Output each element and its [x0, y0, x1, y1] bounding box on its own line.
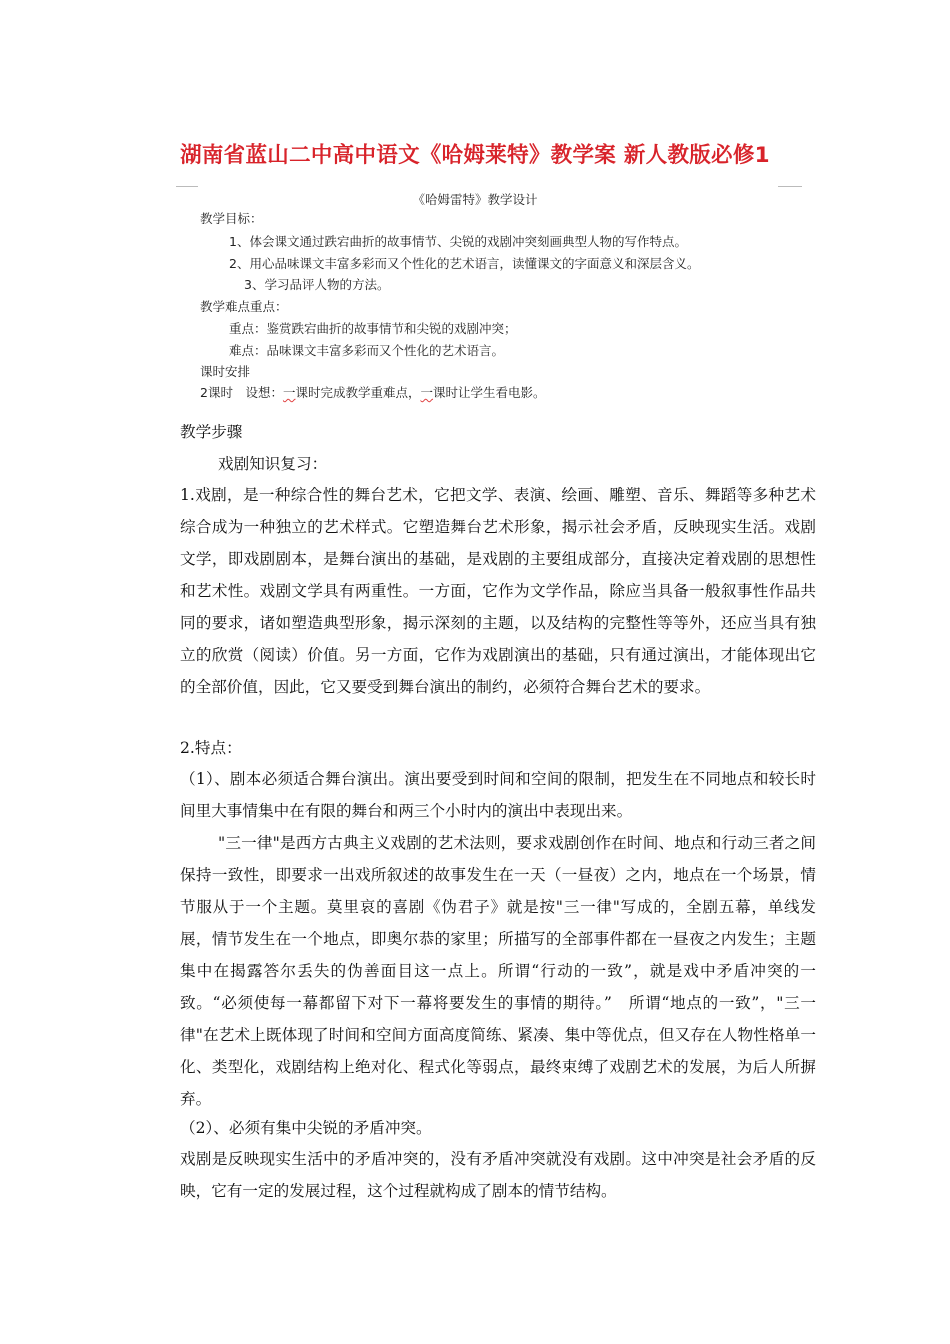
- difficult-point: 难点：品味课文丰富多彩而又个性化的艺术语言。: [229, 343, 505, 358]
- paragraph-three-unities: [180, 827, 816, 1115]
- conflict-text: 戏剧是反映现实生活中的矛盾冲突的，没有矛盾冲突就没有戏剧。这中冲突是社会矛盾的反映，它有一定的发展过程，这个过程就构成了剧本的情节结构。: [180, 1150, 816, 1200]
- design-title: 《哈姆雷特》教学设计: [412, 192, 538, 207]
- three-unities-text: "三一律"是西方古典主义戏剧的艺术法则，要求戏剧创作在时间、地点和行动三者之间保持一致性，即要求一出戏所叙述的故事发生在一天（一昼夜）之内，地点在一个场景，情节服从于一个主题。莫里哀的喜剧《伪君子》就是按"三一律"写成的，全剧五幕，单线发展，情节发生在一个地点，即奥尔恭的家里；所描写的全部事件都在一昼夜之内发生；主题集中在揭露答尔丢失的伪善面目这一点上。所谓“行动的一致”，就是戏中矛盾冲突的一致。“必须使每一幕都留下对下一幕将要发生的事情的期待。” 所谓“地点的一致”，"三一律"在艺术上既体现了时间和空间方面高度简练、紧凑、集中等优点，但又存在人物性格单一化、类型化，戏剧结构上绝对化、程式化等弱点，最终束缚了戏剧艺术的发展，为后人所摒弃。: [180, 834, 816, 1108]
- schedule-part-d: 一: [420, 385, 434, 400]
- schedule-part-b: 一: [282, 385, 296, 400]
- paragraph-drama-definition: [180, 479, 816, 703]
- schedule-heading: 课时安排: [200, 364, 251, 379]
- feature-1: [180, 763, 816, 827]
- steps-heading: 教学步骤: [180, 423, 243, 441]
- paragraph-conflict: [180, 1143, 816, 1207]
- review-heading: 戏剧知识复习：: [218, 455, 328, 473]
- schedule-line: [200, 384, 546, 402]
- key-point: 重点：鉴赏跌宕曲折的故事情节和尖锐的戏剧冲突；: [229, 321, 517, 336]
- feature-2: （2）、必须有集中尖锐的矛盾冲突。: [180, 1119, 432, 1137]
- features-heading: 2.特点：: [180, 739, 242, 757]
- para-1-text: 1.戏剧，是一种综合性的舞台艺术，它把文学、表演、绘画、雕塑、音乐、舞蹈等多种艺术综合成为一种独立的艺术样式。它塑造舞台艺术形象，揭示社会矛盾，反映现实生活。戏剧文学，即戏剧剧本，是舞台演出的基础，是戏剧的主要组成部分，直接决定着戏剧的思想性和艺术性。戏剧文学具有两重性。一方面，它作为文学作品，除应当具备一般叙事性作品共同的要求，诸如塑造典型形象，揭示深刻的主题，以及结构的完整性等等外，还应当具有独立的欣赏（阅读）价值。另一方面，它作为戏剧演出的基础，只有通过演出，才能体现出它的全部价值，因此，它又要受到舞台演出的制约，必须符合舞台艺术的要求。: [180, 486, 816, 696]
- schedule-part-c: 课时完成教学重难点，: [295, 385, 421, 400]
- key-difficult-heading: 教学难点重点：: [200, 299, 288, 314]
- objective-2: 2、用心品味课文丰富多彩而又个性化的艺术语言，读懂课文的字面意义和深层含义。: [229, 256, 700, 271]
- document-title: 湖南省蓝山二中高中语文《哈姆莱特》教学案 新人教版必修1: [180, 143, 770, 168]
- feature-1-text: （1）、剧本必须适合舞台演出。演出要受到时间和空间的限制，把发生在不同地点和较长时间里大事情集中在有限的舞台和两三个小时内的演出中表现出来。: [180, 770, 816, 820]
- header-rule-right: [778, 186, 802, 187]
- objective-1: 1、体会课文通过跌宕曲折的故事情节、尖锐的戏剧冲突刻画典型人物的写作特点。: [229, 234, 687, 249]
- objectives-heading: 教学目标：: [200, 211, 263, 226]
- schedule-part-e: 课时让学生看电影。: [433, 385, 546, 400]
- header-rule-left: [176, 186, 198, 187]
- objective-3: 3、学习品评人物的方法。: [244, 277, 390, 292]
- schedule-part-a: 2课时 设想：: [200, 385, 283, 400]
